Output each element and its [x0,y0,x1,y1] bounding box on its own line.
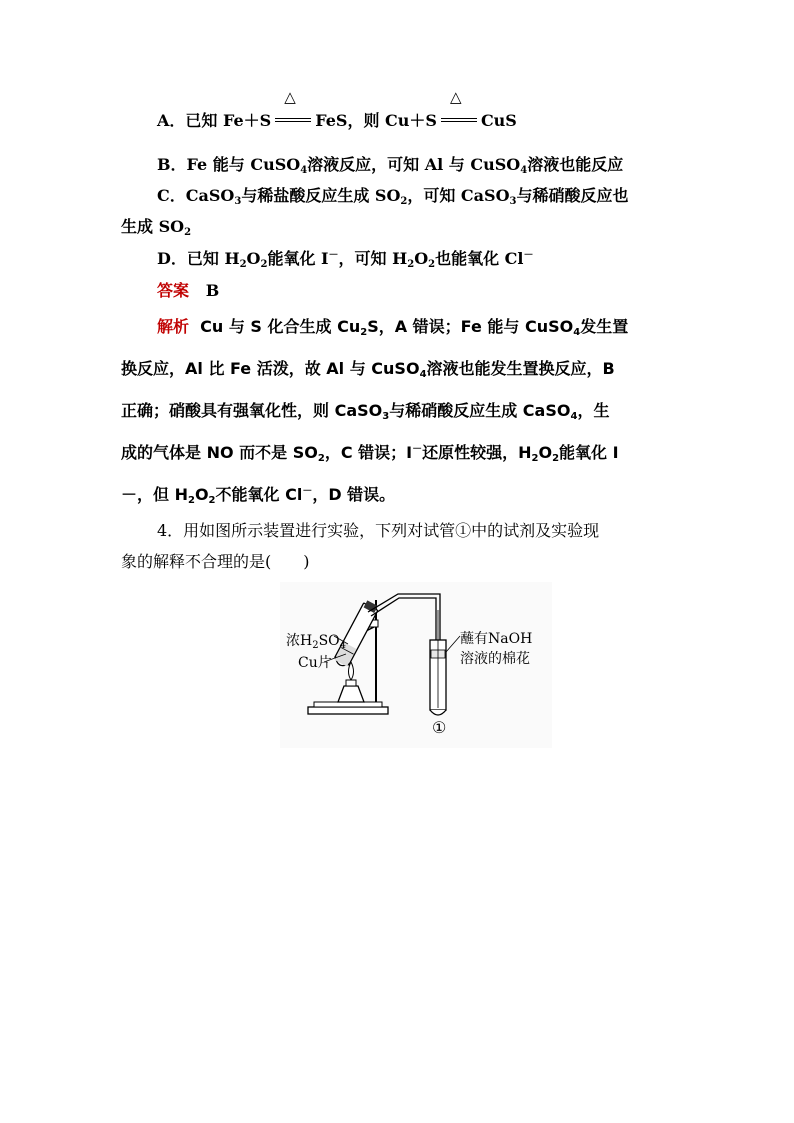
analysis-line-4: 成的气体是 NO 而不是 $SO_2$，C 错误；I－还原性较强，$H_2O_2$能氧化 I [121,443,619,464]
delivery-tube [368,594,440,642]
label-cu-piece: Cu片 [298,655,332,671]
alcohol-lamp [338,686,364,702]
option-c: C．CaSO$_3$与稀盐酸反应生成 $SO_2$，可知 CaSO$_3$与稀硝酸反应也 [157,186,629,207]
question-4-line-2: 象的解释不合理的是( ) [121,552,310,571]
stand-base [308,707,388,714]
label-conc-h2so4: 浓$H_2SO_4$ [286,633,347,651]
analysis-label: 解析 [157,317,190,336]
answer-value: B [205,281,220,300]
stand-plate [314,702,382,707]
option-b: B．Fe 能与 CuSO$_4$溶液反应，可知 Al 与 CuSO$_4$溶液也能反应 [157,155,624,176]
heat-triangle-icon: △ [284,88,296,106]
analysis-line-1: 解析 Cu 与 S 化合生成 $Cu_2S$，A 错误；Fe 能与 CuSO$_4$发生置 [157,317,629,338]
answer-line [157,280,713,302]
analysis-line-3: 正确；硝酸具有强氧化性，则 CaSO$_3$与稀硝酸反应生成 CaSO$_4$，生 [121,401,610,422]
answer-label: 答案 [157,281,190,300]
condition-heat-2 [441,88,477,126]
option-c-line2: 生成 $SO_2$ [121,217,192,238]
option-a: A．已知 Fe＋S △ FeS，则 Cu＋S △ CuS [157,88,517,130]
condition-heat-1 [275,88,311,126]
option-d: D．已知 $H_2O_2$能氧化 I－，可知 $H_2O_2$也能氧化 Cl－ [157,249,534,270]
apparatus-figure [280,582,552,748]
analysis-line-5: －，但 $H_2O_2$不能氧化 Cl－，D 错误。 [121,485,396,506]
analysis-line-2: 换反应，Al 比 Fe 活泼，故 Al 与 CuSO$_4$溶液也能发生置换反应，B [121,359,615,380]
heat-triangle-icon: △ [449,88,462,106]
question-4-line-1: 4．用如图所示装置进行实验，下列对试管①中的试剂及实验现 [157,521,600,540]
pointer-cotton [446,636,460,652]
label-cotton-2: 溶液的棉花 [460,651,530,667]
label-cotton-1: 蘸有NaOH [460,631,533,647]
label-tube-1: ① [432,718,447,737]
